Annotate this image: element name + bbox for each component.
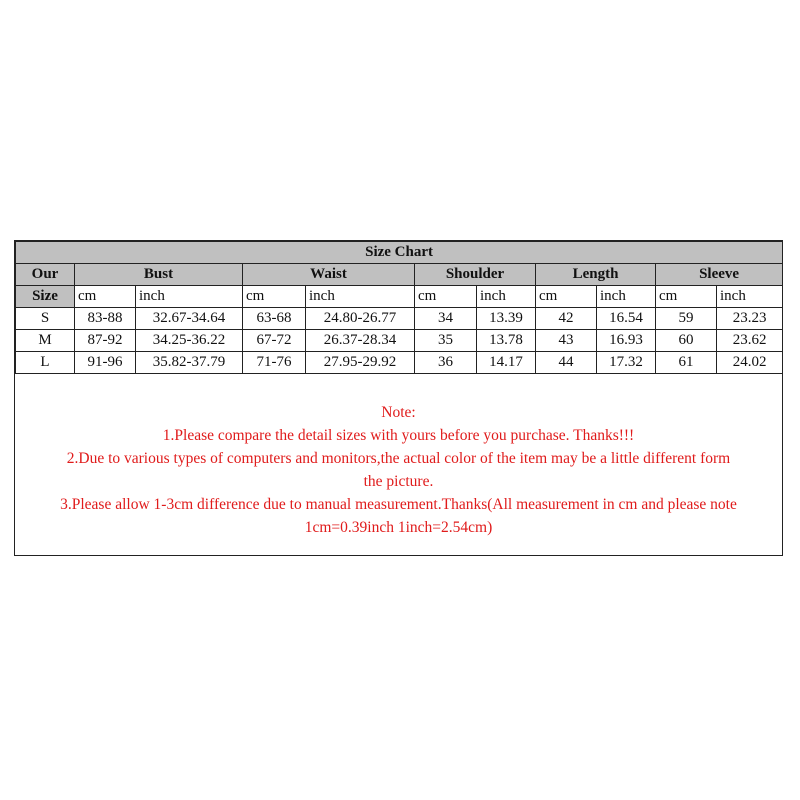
table-cell: 23.62 xyxy=(717,330,783,352)
table-cell: 44 xyxy=(536,352,597,374)
table-cell: 32.67-34.64 xyxy=(136,308,243,330)
table-cell: 60 xyxy=(656,330,717,352)
size-chart-table xyxy=(15,241,783,374)
table-cell: 34 xyxy=(415,308,477,330)
notes-block xyxy=(15,401,782,539)
note-line-2: 2.Due to various types of computers and monitors,the actual color of the item may be a little different form xyxy=(66,450,731,467)
group-header-length: Length xyxy=(536,264,656,286)
table-cell: 14.17 xyxy=(477,352,536,374)
table-cell: 17.32 xyxy=(597,352,656,374)
unit-sleeve-inch: inch xyxy=(717,286,783,308)
unit-length-cm: cm xyxy=(536,286,597,308)
table-cell: 43 xyxy=(536,330,597,352)
note-line-3-cont: 1cm=0.39inch 1inch=2.54cm) xyxy=(304,519,493,536)
note-heading: Note: xyxy=(381,404,416,421)
size-label: M xyxy=(16,330,75,352)
unit-waist-cm: cm xyxy=(243,286,306,308)
group-header-sleeve: Sleeve xyxy=(656,264,783,286)
table-cell: 16.54 xyxy=(597,308,656,330)
table-cell: 13.78 xyxy=(477,330,536,352)
table-cell: 13.39 xyxy=(477,308,536,330)
unit-bust-cm: cm xyxy=(75,286,136,308)
size-label: S xyxy=(16,308,75,330)
table-cell: 26.37-28.34 xyxy=(306,330,415,352)
table-cell: 34.25-36.22 xyxy=(136,330,243,352)
table-cell: 63-68 xyxy=(243,308,306,330)
group-header-bust: Bust xyxy=(75,264,243,286)
table-cell: 27.95-29.92 xyxy=(306,352,415,374)
table-cell: 24.02 xyxy=(717,352,783,374)
table-cell: 71-76 xyxy=(243,352,306,374)
note-line-2-cont: the picture. xyxy=(363,473,434,490)
table-cell: 35.82-37.79 xyxy=(136,352,243,374)
table-cell: 16.93 xyxy=(597,330,656,352)
table-cell: 91-96 xyxy=(75,352,136,374)
size-header-size: Size xyxy=(16,286,75,308)
table-row xyxy=(16,330,783,352)
table-cell: 35 xyxy=(415,330,477,352)
table-row xyxy=(16,308,783,330)
unit-length-inch: inch xyxy=(597,286,656,308)
size-chart-panel xyxy=(14,240,783,556)
table-cell: 59 xyxy=(656,308,717,330)
table-cell: 87-92 xyxy=(75,330,136,352)
note-line-1: 1.Please compare the detail sizes with yours before you purchase. Thanks!!! xyxy=(162,427,635,444)
unit-header-row xyxy=(16,286,783,308)
table-title: Size Chart xyxy=(16,242,783,264)
table-cell: 67-72 xyxy=(243,330,306,352)
table-row xyxy=(16,352,783,374)
unit-waist-inch: inch xyxy=(306,286,415,308)
table-cell: 83-88 xyxy=(75,308,136,330)
unit-shoulder-inch: inch xyxy=(477,286,536,308)
size-label: L xyxy=(16,352,75,374)
size-header-our: Our xyxy=(16,264,75,286)
unit-shoulder-cm: cm xyxy=(415,286,477,308)
table-cell: 24.80-26.77 xyxy=(306,308,415,330)
title-row xyxy=(16,242,783,264)
table-cell: 42 xyxy=(536,308,597,330)
note-line-3: 3.Please allow 1-3cm difference due to manual measurement.Thanks(All measurement in cm and please note xyxy=(60,496,737,513)
table-cell: 23.23 xyxy=(717,308,783,330)
table-cell: 61 xyxy=(656,352,717,374)
table-cell: 36 xyxy=(415,352,477,374)
group-header-row xyxy=(16,264,783,286)
group-header-shoulder: Shoulder xyxy=(415,264,536,286)
unit-sleeve-cm: cm xyxy=(656,286,717,308)
unit-bust-inch: inch xyxy=(136,286,243,308)
group-header-waist: Waist xyxy=(243,264,415,286)
